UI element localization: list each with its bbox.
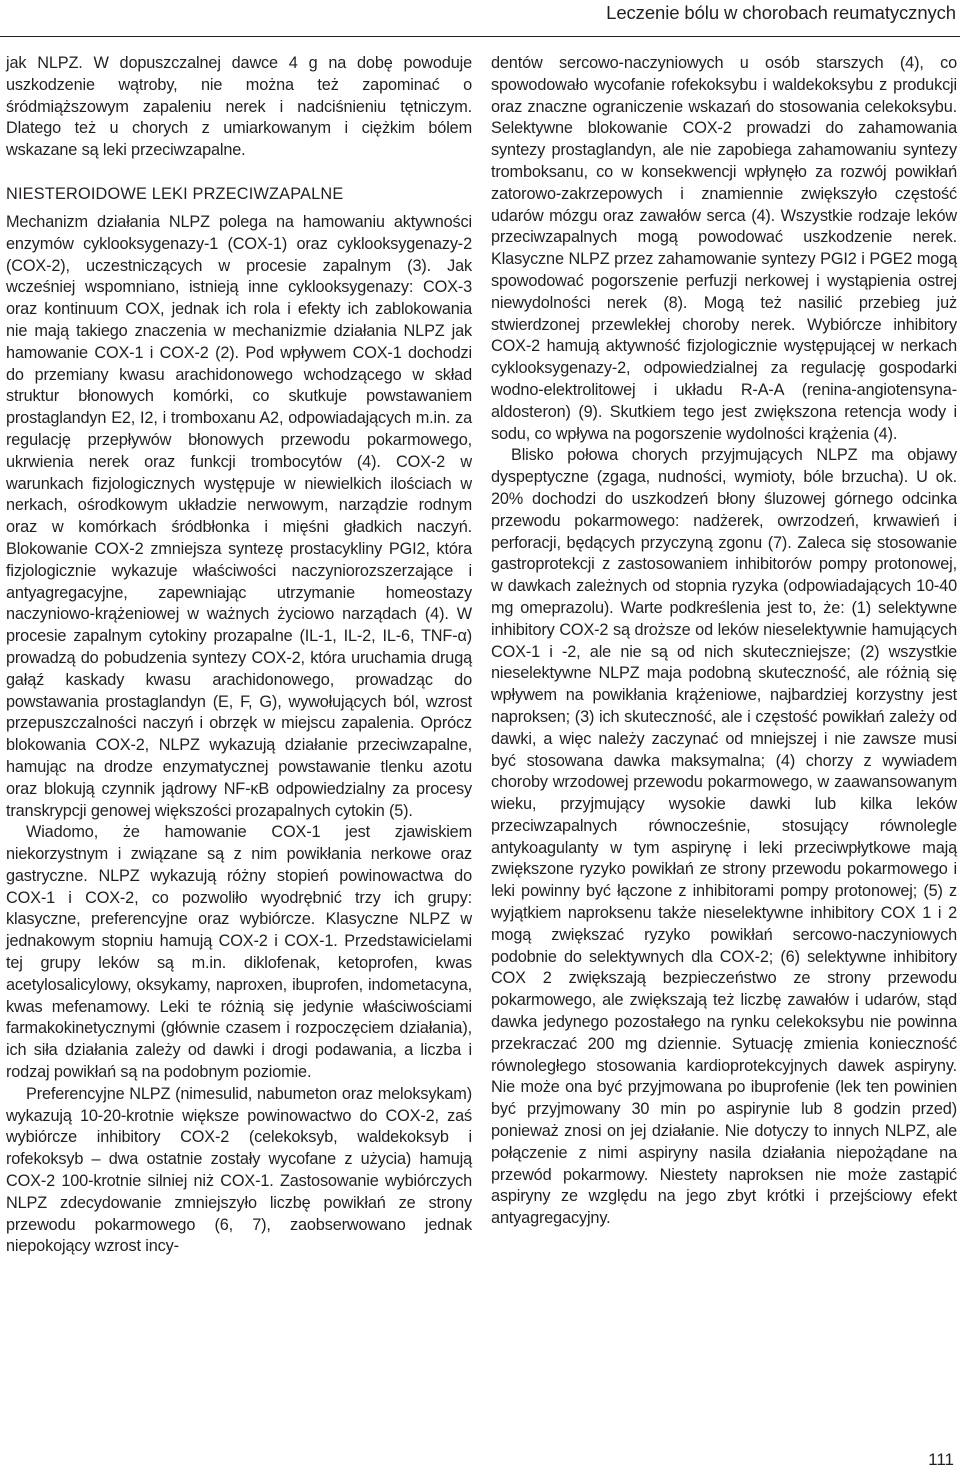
header-rule xyxy=(0,36,960,37)
paragraph: dentów sercowo-naczyniowych u osób starszych (4), co spowodowało wycofanie rofekoksybu i waldekoksybu z produkcji oraz znaczne ograniczenie wskazań do stosowania celekoksybu. Selektywne blokowanie COX-2 prowadzi do zahamowania syntezy prostaglandyn, ale nie zapobiega zahamowaniu syntezy tromboksanu, co w konsekwencji wpłynęło za rozwój powikłań zatorowo-zakrzepowych i znamiennie zwiększyło częstość udarów mózgu oraz zawałów serca (4). Wszystkie rodzaje leków przeciwzapalnych mogą powodować uszkodzenie nerek. Klasyczne NLPZ przez zahamowanie syntezy PGI2 i PGE2 mogą spowodować pogorszenie perfuzji nerkowej i wystąpienia ostrej niewydolności nerek (8). Mogą też nasilić przebieg już stwierdzonej przewlekłej choroby nerek. Wybiórcze inhibitory COX-2 hamują aktywność fizjologicznie występującej w nerkach cyklooksygenazy-2, odpowiedzialnej za regulację gospodarki wodno-elektrolitowej i układu R-A-A (renina-angiotensyna-aldosteron) (9). Skutkiem tego jest zwiększona retencja wody i sodu, co wpływa na pogorszenie wydolności krążenia (4). xyxy=(491,54,957,443)
right-column xyxy=(491,53,957,1230)
running-header: Leczenie bólu w chorobach reumatycznych xyxy=(606,2,956,23)
left-column xyxy=(6,53,472,1258)
paragraph: Mechanizm działania NLPZ polega na hamowaniu aktywności enzymów cyklooksygenazy-1 (COX-1) oraz cyklooksygenazy-2 (COX-2), uczestniczących w procesie zapalnym (3). Jak wcześniej wspomniano, istnieją inne cyklooksygenazy: COX-3 oraz kontinuum COX, jednak ich rola i efekty ich zablokowania nie mają takiego znaczenia w mechanizmie działania NLPZ jak hamowanie COX-1 i COX-2 (2). Pod wpływem COX-1 dochodzi do przemiany kwasu arachidonowego wchodzącego w skład struktur błonowych komórki, co skutkuje powstawaniem prostaglandyn E2, I2, i tromboxanu A2, odpowiadających m.in. za regulację przepływów błonowych przewodu pokarmowego, ukrwienia nerek oraz funkcji trombocytów (4). COX-2 w warunkach fizjologicznych występuje w niewielkich ilościach w nerkach, ośrodkowym układzie nerwowym, narządzie rodnym oraz w komórkach śródbłonka i mięśni gładkich naczyń. Blokowanie COX-2 zmniejsza syntezę prostacykliny PGI2, która fizjologicznie wykazuje właściwości naczyniorozszerzające i antyagregacyjne, zapewniając utrzymanie homeostazy naczyniowo-krążeniowej w ważnych życiowo narządach (4). W procesie zapalnym cytokiny prozapalne (IL-1, IL-2, IL-6, TNF-α) prowadzą do pobudzenia syntezy COX-2, która uruchamia drugą gałąź kaskady kwasu arachidonowego, prowadząc do powstawania prostaglandyn (E, F, G), wywołujących ból, wzrost przepuszczalności naczyń i obrzęk w miejscu zapalenia. Oprócz blokowania COX-2, NLPZ wykazują działanie przeciwzapalne, hamując na drodze enzymatycznej powstawanie tlenku azotu oraz blokują czynnik jądrowy NF-κB odpowiedzialny za procesy transkrypcji genowej większości prozapalnych cytokin (5). xyxy=(6,212,472,820)
paragraph: Blisko połowa chorych przyjmujących NLPZ ma objawy dyspeptyczne (zgaga, nudności, wymioty, bóle brzucha). U ok. 20% dochodzi do uszkodzeń błony śluzowej górnego odcinka przewodu pokarmowego: nadżerek, owrzodzeń, krwawień i perforacji, będących przyczyną zgonu (7). Zaleca się stosowanie gastroprotekcji z zastosowaniem inhibitorów pompy protonowej, w dawkach zależnych od stopnia ryzyka (odpowiadających 10-40 mg omeprazolu). Warte podkreślenia jest to, że: (1) selektywne inhibitory COX-2 są droższe od leków nieselektywnie hamujących COX-1 i -2, ale nie są od nich skuteczniejsze; (2) wszystkie nieselektywne NLPZ maja podobną skuteczność, ale różnią się wpływem na powikłania krążeniowe, najbardziej korzystny jest naproksen; (3) ich skuteczność, ale i częstość powikłań zależy od dawki, a więc należy zaczynać od mniejszej i nie zawsze musi być stosowana dawka maksymalna; (4) chorzy z wywiadem choroby wrzodowej przewodu pokarmowego, w zaawansowanym wieku, przyjmujący wysokie dawki lub kilka leków przeciwzapalnych równocześnie, stosujący równolegle antykoagulanty w tym aspirynę i leki przeciwpłytkowe mają zwiększone ryzyko powikłań ze strony przewodu pokarmowego i leki powinny być łączone z inhibitorami pompy protonowej; (5) z wyjątkiem naproksenu także nieselektywne inhibitory COX 1 i 2 mogą zwiększać ryzyko powikłań sercowo-naczyniowych podobnie do selektywnych dla COX-2; (6) selektywne inhibitory COX 2 zwiększają bezpieczeństwo ze strony przewodu pokarmowego, ale zwiększają też liczbę zawałów i udarów, stąd dawka jedynego pozostałego na rynku celekoksybu nie powinna przekraczać 200 mg dziennie. Sytuację zmienia konieczność równoległego stosowania kardioprotekcyjnych dawek aspiryny. Nie może ona być przyjmowana po ibuprofenie (lek ten powinien być przyjmowany 30 min po aspirynie lub 8 godzin przed) ponieważ znosi on jej działanie. Nie dotyczy to innych NLPZ, ale połączenie z nimi aspiryny nasila działania niepożądane na przewód pokarmowy. Niestety naproksen nie może zastąpić aspiryny ze względu na jego zbyt krótki i przejściowy efekt antyagregacyjny. xyxy=(491,446,957,1228)
paragraph: jak NLPZ. W dopuszczalnej dawce 4 g na dobę powoduje uszkodzenie wątroby, nie można też zapominać o śródmiąższowym zapaleniu nerek i nadciśnieniu tętniczym. Dlatego też u chorych z umiarkowanym i ciężkim bólem wskazane są leki przeciwzapalne. xyxy=(6,54,472,160)
section-heading: NIESTEROIDOWE LEKI PRZECIWZAPALNE xyxy=(6,184,344,203)
page-number: 111 xyxy=(928,1450,954,1469)
paragraph: Preferencyjne NLPZ (nimesulid, nabumeton oraz meloksykam) wykazują 10-20-krotnie większe powinowactwo do COX-2, zaś wybiórcze inhibitory COX-2 (celekoksyb, waldekoksyb i rofekoksyb – dwa ostatnie zostały wycofane z użycia) hamują COX-2 100-krotnie silniej niż COX-1. Zastosowanie wybiórczych NLPZ zdecydowanie zmniejszyło liczbę powikłań ze strony przewodu pokarmowego (6, 7), zaobserwowano jednak niepokojący wzrost incy- xyxy=(6,1084,472,1256)
paragraph: Wiadomo, że hamowanie COX-1 jest zjawiskiem niekorzystnym i związane są z nim powikłania nerkowe oraz gastryczne. NLPZ wykazują różny stopień powinowactwa do COX-1 i COX-2, co pozwoliło wyodrębnić trzy ich grupy: klasyczne, preferencyjne oraz wybiórcze. Klasyczne NLPZ w jednakowym stopniu hamują COX-2 i COX-1. Przedstawicielami tej grupy leków są m.in. diklofenak, ketoprofen, kwas acetylosalicylowy, oksykamy, naproxen, ibuprofen, indometacyna, kwas mefenamowy. Leki te różnią się jedynie właściwościami farmakokinetycznymi (głównie czasem i rozpoczęciem działania), ich siła działania zależy od dawki i drogi podawania, a liczba i rodzaj powikłań są na podobnym poziomie. xyxy=(6,823,472,1082)
